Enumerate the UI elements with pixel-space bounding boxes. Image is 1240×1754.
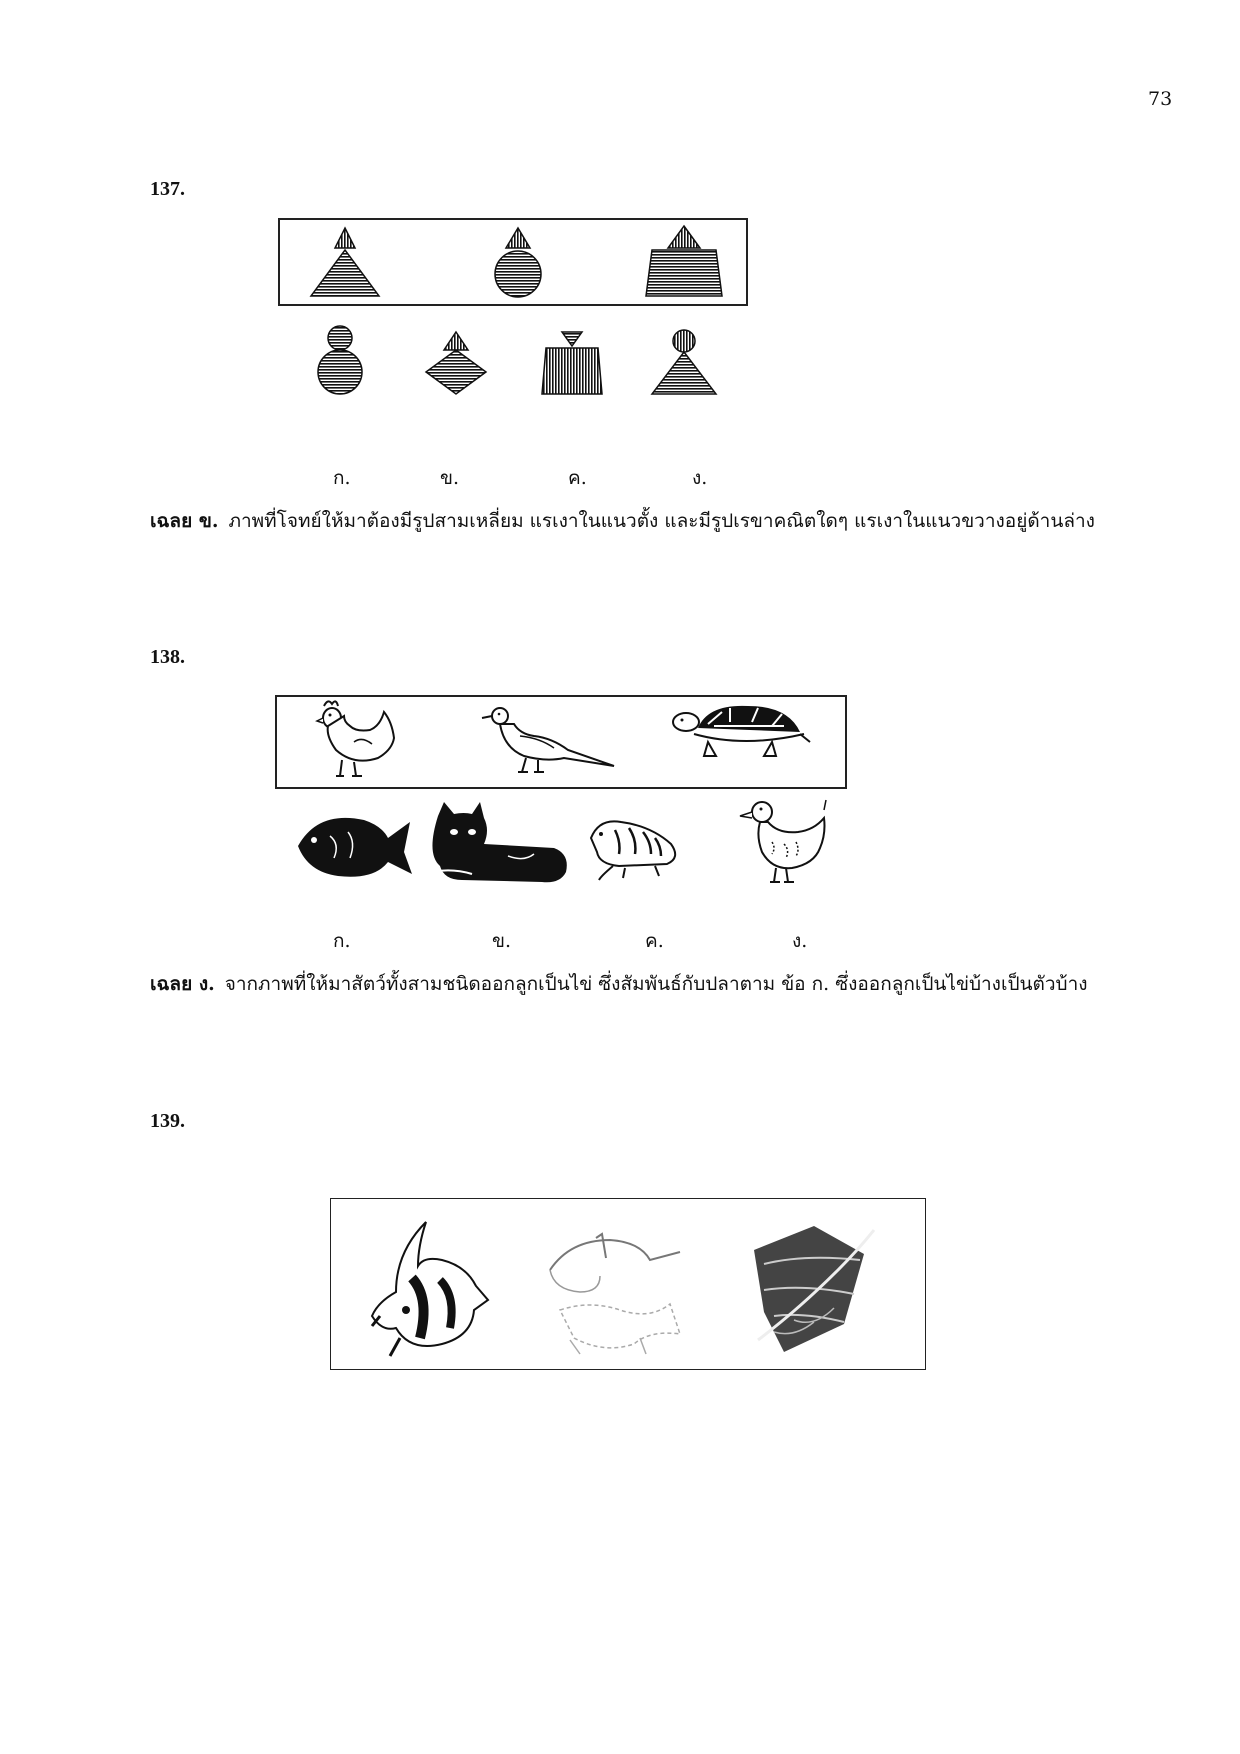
- q138-answer: [150, 965, 1180, 1003]
- q137-stimulus-figure-1: [305, 226, 385, 300]
- q139-stimulus-shark-image: [540, 1230, 690, 1356]
- question-number-139: 139.: [150, 1110, 185, 1132]
- q138-option-d-duck-image: [736, 798, 844, 888]
- q137-answer-key: เฉลย ข.: [150, 510, 219, 532]
- q138-option-label-a: ก.: [333, 930, 351, 952]
- q139-stimulus-angelfish-image: [360, 1218, 490, 1360]
- q138-answer-text: จากภาพที่ให้มาสัตว์ทั้งสามชนิดออกลูกเป็นไข่ ซึ่งสัมพันธ์กับปลาตาม ข้อ ก. ซึ่งออกลูกเป็นไข่บ้างเป็นตัวบ้าง: [224, 973, 1088, 995]
- q137-answer: [150, 502, 1180, 540]
- q137-option-labels: [0, 463, 1240, 487]
- question-number-137: 137.: [150, 178, 185, 200]
- q138-stimulus-turtle-image: [668, 704, 814, 774]
- q138-option-a-fish-image: [290, 806, 416, 882]
- question-number-138: 138.: [150, 646, 185, 668]
- q138-option-label-b: ข.: [492, 930, 512, 952]
- q137-option-label-d: ง.: [692, 467, 708, 489]
- q138-option-label-d: ง.: [792, 930, 808, 952]
- q138-option-labels: [0, 926, 1240, 950]
- q138-answer-key: เฉลย ง.: [150, 973, 215, 995]
- q137-option-c-figure: [540, 330, 604, 396]
- q137-option-d-figure: [650, 328, 718, 396]
- q137-option-label-c: ค.: [568, 467, 587, 489]
- q138-option-label-c: ค.: [645, 930, 664, 952]
- q137-stimulus-figure-2: [478, 226, 558, 300]
- q137-option-label-a: ก.: [333, 467, 351, 489]
- q138-option-c-rodent-image: [585, 812, 685, 882]
- q137-option-label-b: ข.: [440, 467, 460, 489]
- page-number: 73: [1148, 88, 1173, 110]
- q137-answer-text: ภาพที่โจทย์ให้มาต้องมีรูปสามเหลี่ยม แรเงาในแนวตั้ง และมีรูปเรขาคณิตใดๆ แรเงาในแนวขวางอยู่ด้านล่าง: [228, 510, 1095, 532]
- q138-stimulus-hen-image: [306, 696, 406, 784]
- q137-stimulus-figure-3: [642, 224, 726, 300]
- q138-option-b-cat-image: [418, 800, 570, 886]
- q139-stimulus-leaf-image: [744, 1220, 884, 1356]
- q138-stimulus-bird-image: [478, 700, 618, 778]
- q137-option-b-figure: [424, 330, 488, 396]
- q137-option-a-figure: [312, 324, 368, 396]
